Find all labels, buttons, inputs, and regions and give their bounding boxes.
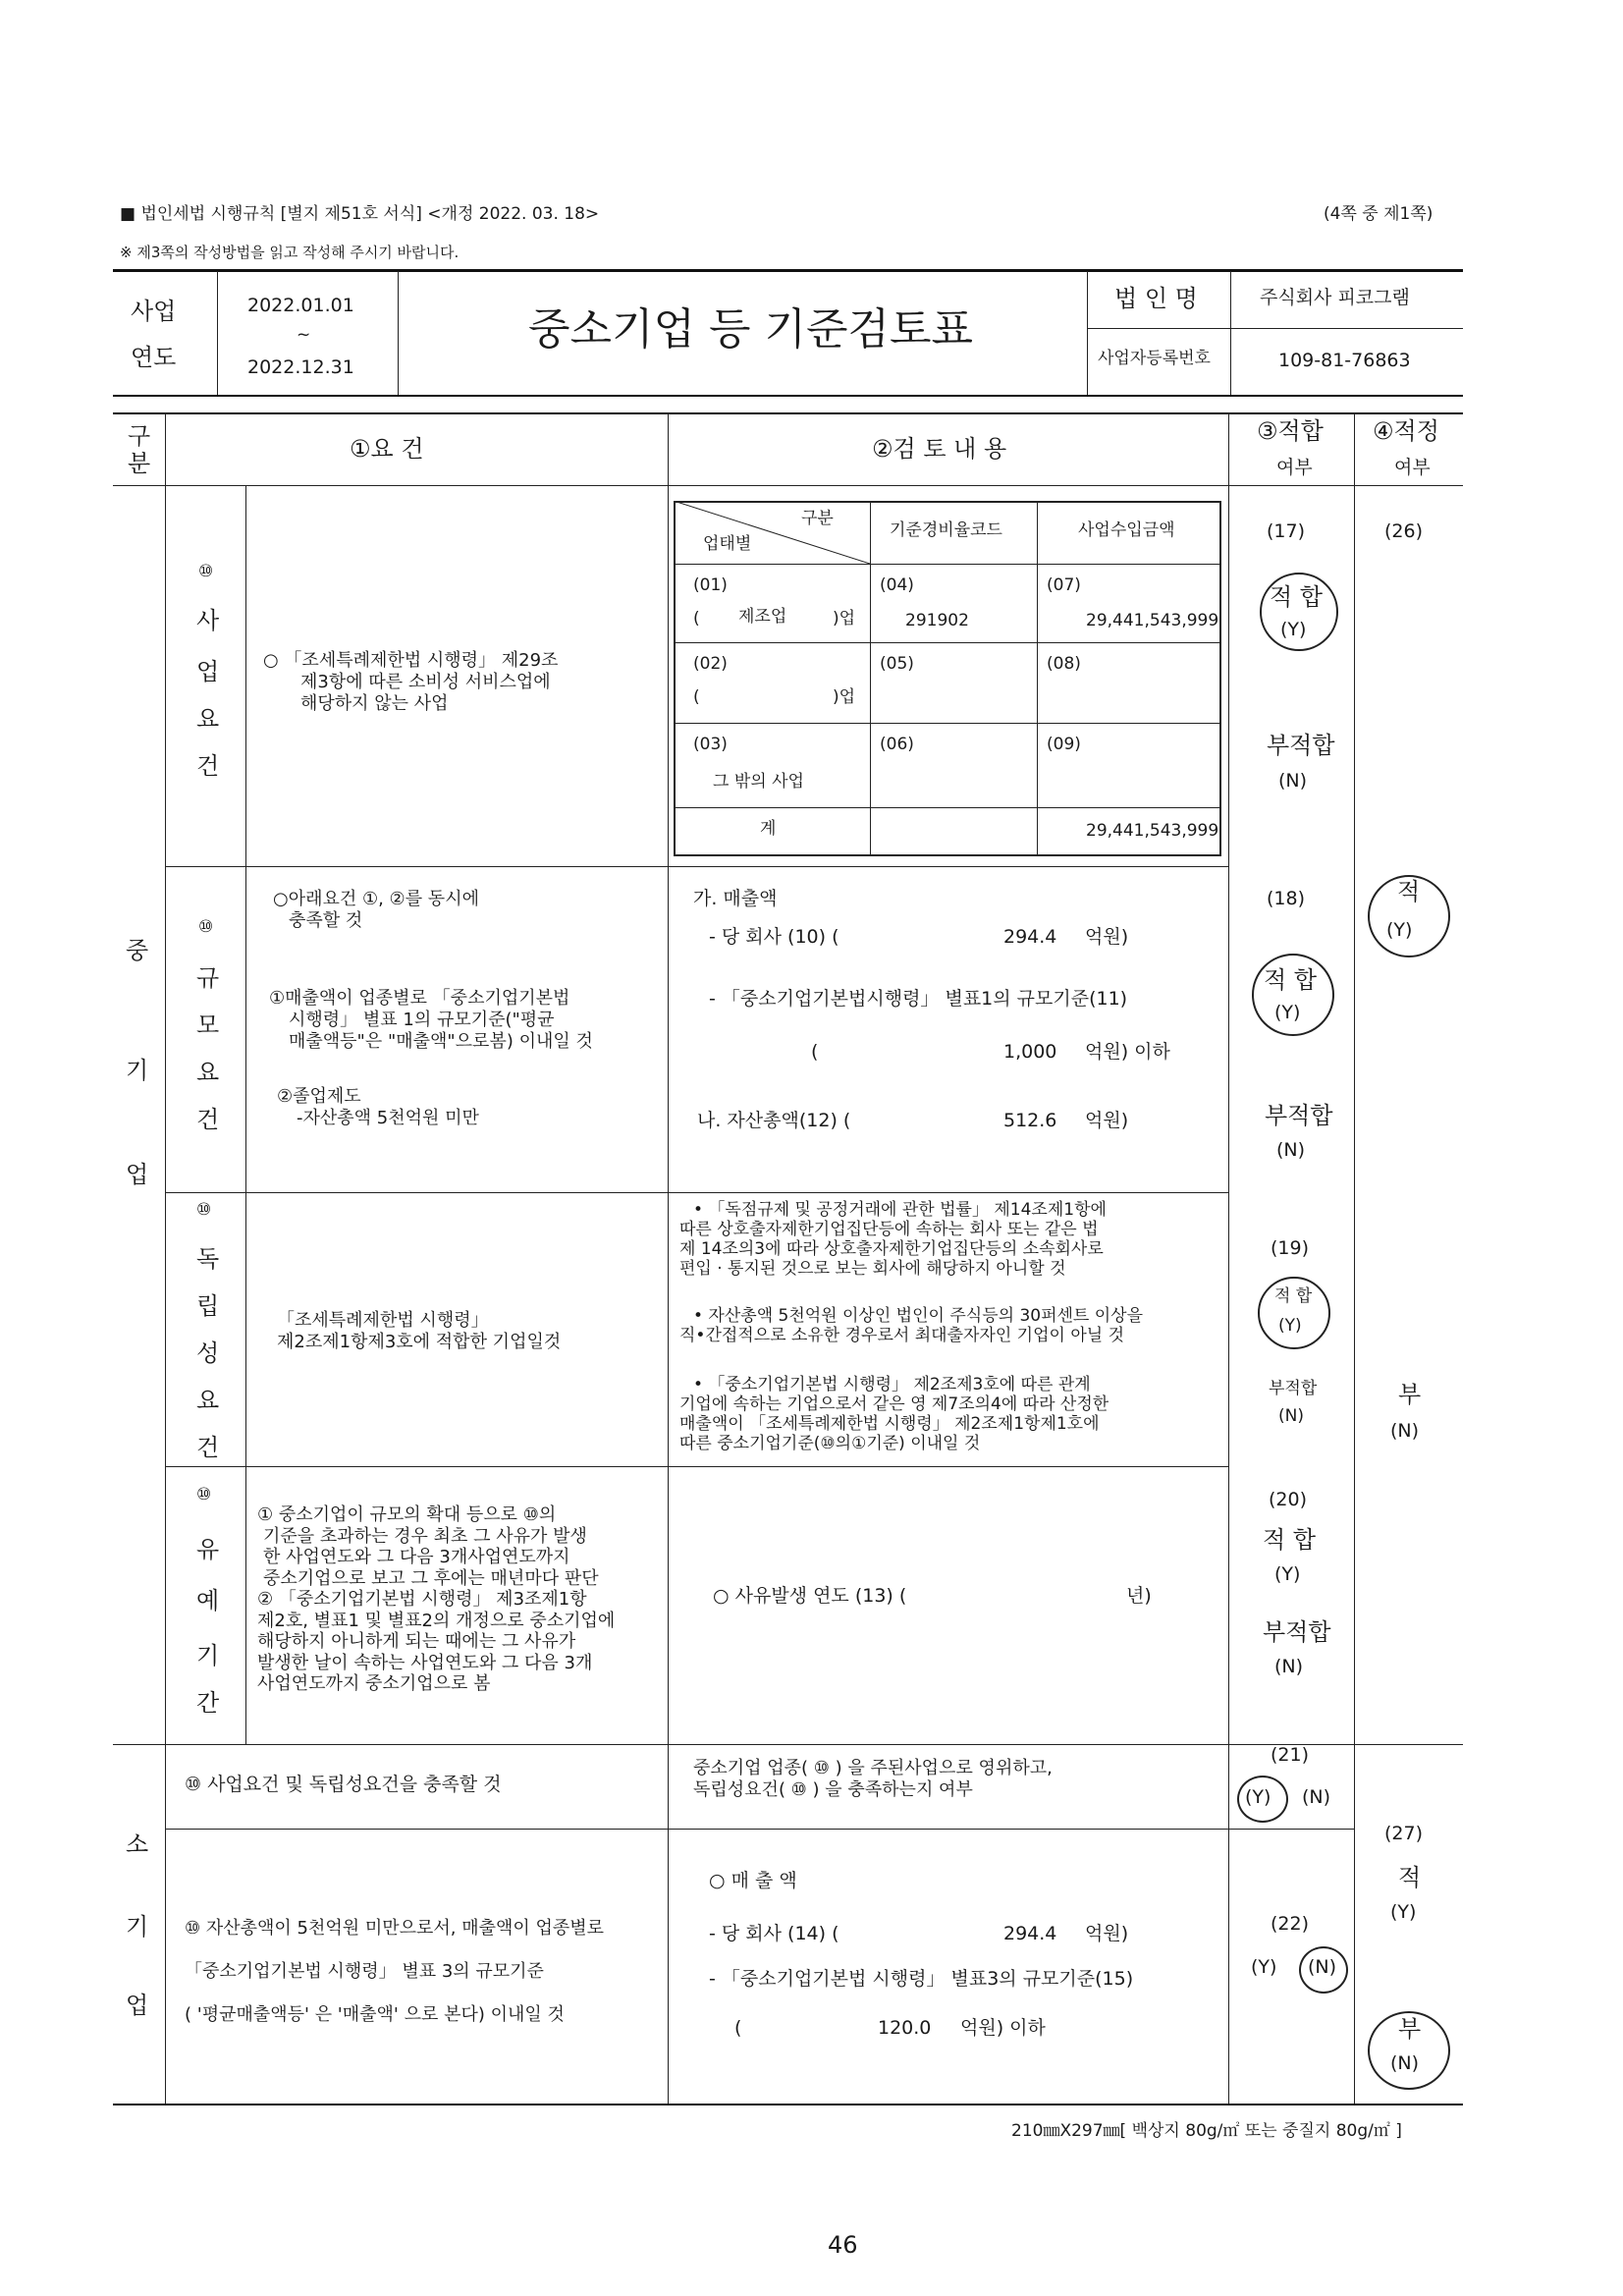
period-start-date: 2022.01.01 — [247, 295, 354, 316]
row3-code-no: (06) — [880, 735, 914, 754]
header-requirement: ①요 건 — [350, 435, 424, 463]
col-divider-gubun — [165, 412, 166, 2104]
row102-number: ⑩ — [198, 917, 214, 937]
corp-name-value: 주식회사 피코그램 — [1260, 287, 1410, 308]
req-line: 해당하지 아니하게 되는 때에는 그 사유가 — [257, 1631, 576, 1652]
req-line: ① 중소기업이 규모의 확대 등으로 ⑩의 — [257, 1504, 557, 1525]
table-head-amount: 사업수입금액 — [1078, 520, 1175, 540]
rev-line: • 「독점규제 및 공정거래에 관한 법률」 제14조제1항에 — [693, 1200, 1107, 1220]
row103-label-3: 성 — [196, 1339, 220, 1367]
section-separator — [113, 1744, 1463, 1745]
req-line: 기준을 초과하는 경우 최초 그 사유가 발생 — [263, 1525, 587, 1547]
divider — [674, 642, 1221, 643]
row102-requirement-2 — [269, 988, 593, 1053]
rev-line: • 자산총액 5천억원 이상인 법인이 주식등의 30퍼센트 이상을 — [693, 1306, 1144, 1326]
period-tilde: ~ — [297, 325, 311, 345]
row2-no: (02) — [693, 654, 728, 674]
row102-rev-b-label: 나. 자산총액(12) ( — [697, 1110, 851, 1131]
row1-amount: 29,441,543,999 — [1086, 611, 1219, 630]
row104-fit-no: (20) — [1269, 1489, 1308, 1510]
divider — [1230, 271, 1231, 395]
row102-label-4: 건 — [196, 1106, 220, 1133]
row104-label-3: 기 — [196, 1642, 220, 1669]
row103-review-1 — [679, 1200, 1107, 1279]
req-line: 발생한 날이 속하는 사업연도와 그 다음 3개 — [257, 1652, 593, 1673]
row1-industry: 제조업 — [738, 607, 787, 627]
row103-label-1: 독 — [196, 1245, 220, 1273]
row101-fit-ok: 적 합 — [1270, 583, 1323, 611]
row2-paren-open: ( — [693, 687, 700, 707]
table-head-gubun: 구분 — [801, 509, 834, 528]
req-line: 시행령」 별표 1의 규모기준("평균 — [289, 1010, 555, 1030]
row1-no: (01) — [693, 575, 728, 595]
row102-rev-a1-unit: 억원) — [1085, 926, 1129, 948]
req-line: 중소기업으로 보고 그 후에는 매년마다 판단 — [263, 1567, 599, 1589]
row3-no: (03) — [693, 735, 728, 754]
rev-line: 매출액이 「조세특례제한법 시행령」 제2조제1항제1호에 — [679, 1414, 1100, 1434]
rev-line: 따른 중소기업기준(⑩의①기준) 이내일 것 — [679, 1434, 981, 1453]
law-reference: ■ 법인세법 시행규칙 [별지 제51호 서식] <개정 2022. 03. 18> — [120, 204, 600, 224]
row102-rev-a1-label: - 당 회사 (10) ( — [709, 926, 839, 948]
req-line: -자산총액 5천억원 미만 — [297, 1108, 479, 1128]
row101-fit-no: (17) — [1267, 520, 1306, 542]
row102-proper-y: (Y) — [1386, 919, 1413, 941]
row-separator — [165, 866, 1228, 867]
divider — [398, 271, 399, 395]
biz-reg-no-value: 109-81-76863 — [1278, 350, 1411, 371]
header-row-border — [113, 485, 1463, 486]
instruction-note: ※ 제3쪽의 작성방법을 읽고 작성해 주시기 바랍니다. — [120, 244, 460, 261]
row1-code-no: (04) — [880, 575, 914, 595]
row106-proper-n: (N) — [1390, 2052, 1420, 2074]
row104-fit-y: (Y) — [1274, 1563, 1301, 1585]
req-line: 해당하지 않는 사업 — [300, 693, 449, 714]
row1-code: 291902 — [905, 611, 969, 630]
rev-line: 따른 상호출자제한기업집단등에 속하는 회사 또는 같은 법 — [679, 1220, 1099, 1239]
divider — [217, 271, 218, 395]
row106-fit-no: (22) — [1271, 1913, 1310, 1935]
divider — [674, 723, 1221, 724]
row102-proper-ok: 적 — [1397, 878, 1421, 905]
row102-fit-ok: 적 합 — [1264, 966, 1317, 994]
row103-proper-n: (N) — [1390, 1420, 1420, 1442]
req-line: ○아래요건 ①, ②를 동시에 — [273, 889, 479, 909]
total-label: 계 — [760, 819, 777, 839]
row101-label-1: 사 — [196, 607, 220, 634]
row103-label-2: 립 — [196, 1292, 220, 1320]
req-line: 충족할 것 — [289, 910, 363, 931]
form-title: 중소기업 등 기준검토표 — [528, 304, 974, 355]
req-line: ○ 「조세특례제한법 시행령」 제29조 — [263, 650, 559, 671]
row103-requirement — [277, 1310, 561, 1353]
req-line: ①매출액이 업종별로 「중소기업기본법 — [269, 988, 570, 1009]
row106-rev-a1-value: 294.4 — [1003, 1923, 1057, 1944]
divider — [1037, 501, 1038, 856]
row101-requirement — [263, 650, 558, 715]
header-review: ②검 토 내 용 — [872, 435, 1007, 463]
paper-spec: 210㎜X297㎜[ 백상지 80g/㎡ 또는 중질지 80g/㎡ ] — [1011, 2121, 1402, 2141]
row106-requirement — [185, 1907, 604, 2037]
business-year-label-2: 연도 — [131, 344, 177, 371]
row101-fit-bad: 부적합 — [1267, 732, 1335, 759]
row-separator — [165, 1192, 1228, 1193]
row104-fit-bad: 부적합 — [1263, 1618, 1331, 1646]
row102-label-1: 규 — [196, 964, 220, 992]
row-separator — [165, 1829, 1354, 1830]
row101-label-4: 건 — [196, 752, 220, 780]
table-top-border — [113, 412, 1463, 414]
req-line: 「중소기업기본법 시행령」 별표 3의 규모기준 — [185, 1961, 544, 1982]
row106-fit-y: (Y) — [1251, 1956, 1277, 1978]
row106-rev-a1-label: - 당 회사 (14) ( — [709, 1923, 839, 1944]
section-small-1: 소 — [126, 1831, 149, 1858]
row101-number: ⑩ — [198, 562, 214, 581]
row101-label-2: 업 — [196, 658, 220, 685]
rev-line: 기업에 속하는 기업으로서 같은 영 제7조의4에 따라 산정한 — [679, 1394, 1109, 1414]
row102-fit-no: (18) — [1267, 888, 1306, 909]
row102-rev-a2: - 「중소기업기본법시행령」 별표1의 규모기준(11) — [709, 988, 1128, 1010]
corp-name-label: 법 인 명 — [1114, 285, 1198, 312]
header-fit-1: ③적합 — [1257, 417, 1324, 445]
row102-rev-a: 가. 매출액 — [693, 888, 778, 909]
row104-fit-n: (N) — [1274, 1656, 1304, 1677]
row102-requirement-1 — [273, 889, 479, 932]
req-line: ( '평균매출액등' 은 '매출액' 으로 본다) 이내일 것 — [185, 2004, 565, 2025]
row102-rev-a3-value: 1,000 — [1003, 1041, 1057, 1063]
row101-proper-no: (26) — [1384, 520, 1424, 542]
business-year-label-1: 사업 — [131, 298, 177, 325]
col-divider-review — [668, 412, 669, 2104]
header-proper-1: ④적정 — [1373, 417, 1439, 445]
col-divider-proper — [1354, 412, 1355, 2104]
row101-fit-y: (Y) — [1280, 619, 1307, 640]
req-line: 제3항에 따른 소비성 서비스업에 — [300, 672, 551, 692]
table-head-industry: 업태별 — [703, 534, 752, 554]
row106-proper-bad: 부 — [1398, 2015, 1422, 2043]
row106-rev-a3-unit: 억원) 이하 — [960, 2017, 1046, 2039]
row101-fit-n: (N) — [1278, 770, 1308, 792]
title-box-top-border — [113, 269, 1463, 272]
row2-amount-no: (08) — [1047, 654, 1081, 674]
section-sme-1: 중 — [126, 937, 149, 964]
req-line: 「조세특례제한법 시행령」 — [277, 1310, 489, 1331]
row106-rev-a3-open: ( — [734, 2017, 742, 2039]
period-end-date: 2022.12.31 — [247, 356, 354, 378]
table-bottom-border — [113, 2104, 1463, 2105]
row103-fit-bad: 부적합 — [1269, 1379, 1318, 1398]
divider — [674, 564, 1221, 565]
row105-fit-no: (21) — [1271, 1744, 1310, 1766]
header-gubun-2: 분 — [128, 450, 151, 477]
row105-fit-y: (Y) — [1245, 1786, 1271, 1808]
row102-rev-a3-unit: 억원) 이하 — [1085, 1041, 1170, 1063]
row102-fit-bad: 부적합 — [1265, 1102, 1333, 1129]
row105-requirement: ⑩ 사업요건 및 독립성요건을 충족할 것 — [185, 1774, 502, 1795]
row102-rev-a3-open: ( — [811, 1041, 819, 1063]
row103-number: ⑩ — [196, 1200, 212, 1220]
header-gubun-1: 구 — [128, 422, 151, 450]
col-divider-label — [245, 485, 246, 1744]
rev-line: 중소기업 업종( ⑩ ) 을 주된사업으로 영위하고, — [693, 1758, 1053, 1778]
row106-rev-a2: - 「중소기업기본법 시행령」 별표3의 규모기준(15) — [709, 1968, 1134, 1990]
row3-industry: 그 밖의 사업 — [713, 772, 804, 792]
rev-line: 제 14조의3에 따라 상호출자제한기업집단등의 소속회사로 — [679, 1239, 1104, 1259]
row105-fit-n: (N) — [1302, 1786, 1331, 1808]
row104-label-4: 간 — [196, 1689, 220, 1717]
row102-fit-y: (Y) — [1274, 1002, 1301, 1023]
req-line: ② 「중소기업기본법 시행령」 제3조제1항 — [257, 1589, 587, 1610]
row106-fit-n: (N) — [1308, 1956, 1337, 1978]
row106-rev-a3-value: 120.0 — [878, 2017, 932, 2039]
section-small-2: 기 — [126, 1913, 149, 1941]
header-proper-2: 여부 — [1394, 457, 1431, 478]
row104-review-label: ○ 사유발생 연도 (13) ( — [713, 1585, 907, 1607]
row2-code-no: (05) — [880, 654, 914, 674]
row104-review-unit: 년) — [1126, 1585, 1152, 1607]
row104-number: ⑩ — [196, 1485, 212, 1504]
row105-review — [693, 1758, 1053, 1801]
row104-requirement — [257, 1504, 615, 1695]
divider — [1087, 328, 1463, 329]
row102-requirement-3 — [277, 1086, 479, 1129]
row103-fit-ok: 적 합 — [1274, 1286, 1313, 1306]
total-amount: 29,441,543,999 — [1086, 821, 1219, 841]
row102-fit-n: (N) — [1276, 1139, 1306, 1161]
row103-review-3 — [679, 1375, 1109, 1453]
row101-label-3: 요 — [196, 705, 220, 733]
divider — [1087, 271, 1088, 395]
row2-paren-close: )업 — [833, 687, 856, 707]
rev-line: 편입 · 통지된 것으로 보는 회사에 해당하지 아니할 것 — [679, 1259, 1066, 1279]
row102-label-3: 요 — [196, 1059, 220, 1086]
req-line: 제2조제1항제3호에 적합한 기업일것 — [277, 1332, 562, 1352]
row104-fit-ok: 적 합 — [1263, 1526, 1316, 1554]
row103-fit-no: (19) — [1271, 1237, 1310, 1259]
req-line: 사업연도까지 중소기업으로 봄 — [257, 1673, 491, 1694]
row1-amount-no: (07) — [1047, 575, 1081, 595]
page-number: 46 — [828, 2231, 858, 2259]
row-separator — [165, 1466, 1228, 1467]
row103-label-4: 요 — [196, 1387, 220, 1414]
req-line: ②졸업제도 — [277, 1086, 361, 1107]
row102-rev-b-unit: 억원) — [1085, 1110, 1129, 1131]
row102-rev-b-value: 512.6 — [1003, 1110, 1057, 1131]
rev-line: • 「중소기업기본법 시행령」 제2조제3호에 따른 관계 — [693, 1375, 1091, 1394]
rev-line: 직•간접적으로 소유한 경우로서 최대출자자인 기업이 아닐 것 — [679, 1326, 1124, 1345]
req-line: 매출액등"은 "매출액"으로봄) 이내일 것 — [289, 1031, 593, 1052]
row1-paren-open: ( — [693, 609, 700, 629]
divider — [870, 501, 871, 856]
row103-fit-n: (N) — [1278, 1406, 1304, 1426]
page-count: (4쪽 중 제1쪽) — [1324, 204, 1434, 224]
section-sme-3: 업 — [126, 1161, 149, 1188]
row1-paren-close: )업 — [833, 609, 856, 629]
req-line: ⑩ 자산총액이 5천억원 미만으로서, 매출액이 업종별로 — [185, 1918, 605, 1939]
row104-label-2: 예 — [196, 1587, 220, 1614]
row106-rev-a1-unit: 억원) — [1085, 1923, 1129, 1944]
diagonal-header-line — [674, 501, 870, 564]
divider — [674, 807, 1221, 808]
table-head-code: 기준경비율코드 — [890, 520, 1002, 540]
row103-review-2 — [679, 1306, 1143, 1345]
row102-label-2: 모 — [196, 1011, 220, 1039]
row106-review-title: ○ 매 출 액 — [709, 1870, 797, 1891]
row3-amount-no: (09) — [1047, 735, 1081, 754]
section-small-3: 업 — [126, 1992, 149, 2019]
row105-proper-ok: 적 — [1398, 1864, 1422, 1891]
biz-reg-no-label: 사업자등록번호 — [1098, 349, 1211, 368]
section-sme-2: 기 — [126, 1057, 149, 1084]
row103-fit-y: (Y) — [1278, 1316, 1302, 1336]
row103-proper-bad: 부 — [1398, 1381, 1422, 1408]
col-divider-fit — [1228, 412, 1229, 2104]
req-line: 제2호, 별표1 및 별표2의 개정으로 중소기업에 — [257, 1610, 616, 1631]
title-box-bottom-border — [113, 395, 1463, 397]
row103-label-5: 건 — [196, 1434, 220, 1461]
rev-line: 독립성요건( ⑩ ) 을 충족하는지 여부 — [693, 1779, 973, 1800]
row104-label-1: 유 — [196, 1536, 220, 1563]
row105-proper-y: (Y) — [1390, 1901, 1417, 1923]
row105-proper-no: (27) — [1384, 1823, 1424, 1844]
req-line: 한 사업연도와 그 다음 3개사업연도까지 — [263, 1547, 570, 1567]
header-fit-2: 여부 — [1276, 457, 1313, 478]
row102-rev-a1-value: 294.4 — [1003, 926, 1057, 948]
